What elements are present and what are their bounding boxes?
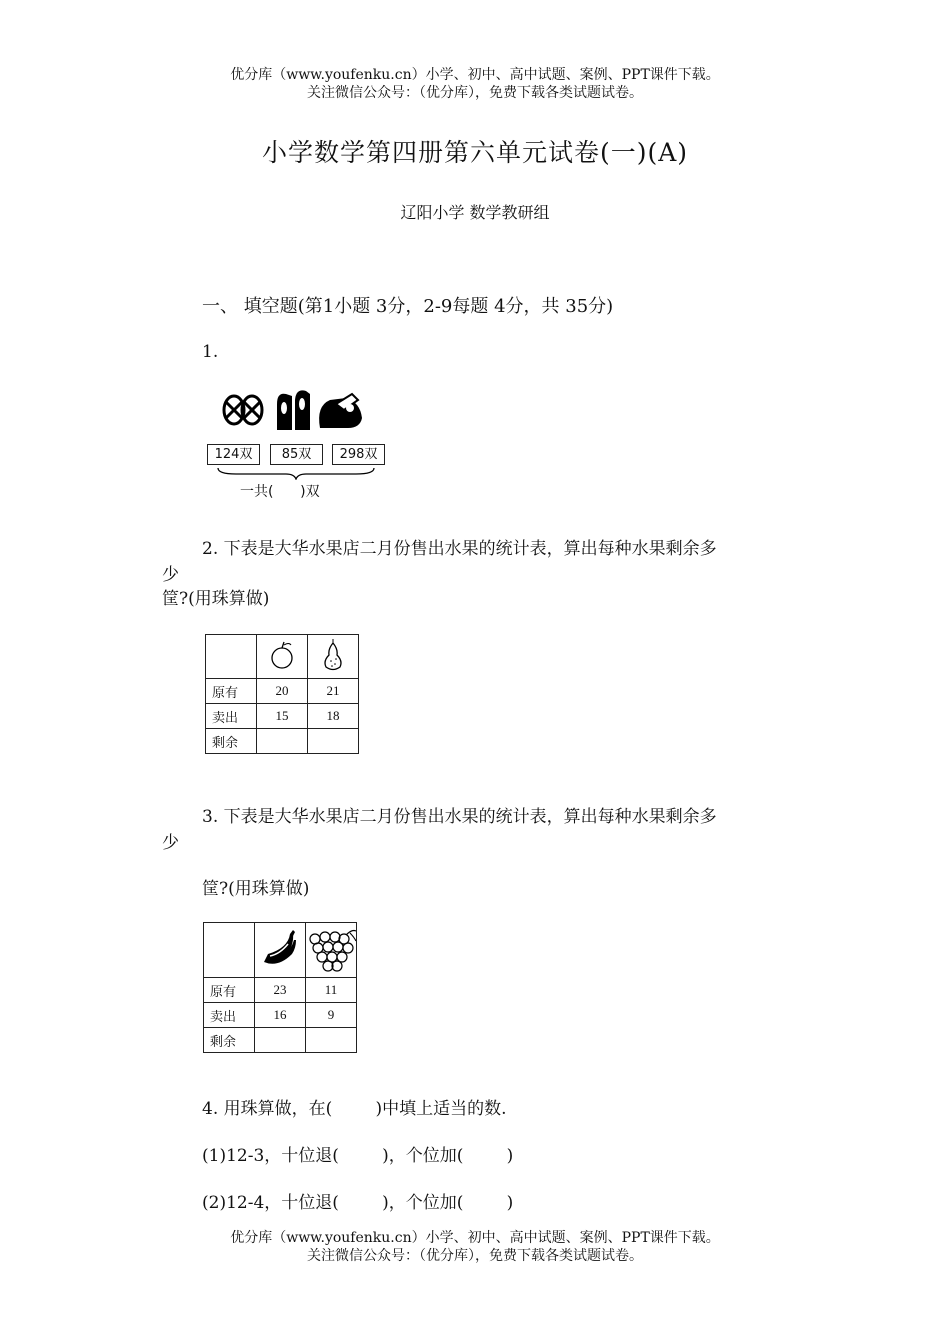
q3-line-1: 3. 下表是大华水果店二月份售出水果的统计表，算出每种水果剩余多 <box>202 807 717 827</box>
table-cell <box>255 1028 306 1053</box>
q1-box-2: 85双 <box>270 444 323 465</box>
q1-box-1: 124双 <box>207 444 260 465</box>
apple-icon <box>257 635 308 679</box>
table-cell <box>308 729 359 754</box>
row-label: 卖出 <box>206 704 257 729</box>
table-header-row <box>204 923 357 978</box>
row-label: 卖出 <box>204 1003 255 1028</box>
table-cell <box>306 1028 357 1053</box>
table-cell <box>257 729 308 754</box>
header-line-2: 关注微信公众号：（优分库），免费下载各类试题试卷。 <box>307 85 643 101</box>
table-header-row <box>206 635 359 679</box>
q1-number: 1. <box>202 342 219 362</box>
table-row <box>204 1028 357 1053</box>
q3-fruit-table <box>203 922 357 1053</box>
table-cell: 16 <box>255 1003 306 1028</box>
table-cell: 15 <box>257 704 308 729</box>
sandals-icon <box>224 396 262 424</box>
page-title: 小学数学第四册第六单元试卷(一)(A) <box>261 138 689 167</box>
table-cell: 21 <box>308 679 359 704</box>
table-cell: 11 <box>306 978 357 1003</box>
row-label: 原有 <box>206 679 257 704</box>
footer-line-2: 关注微信公众号：（优分库），免费下载各类试题试卷。 <box>307 1248 643 1264</box>
q2-line-3: 筐?(用珠算做) <box>162 589 270 609</box>
table-cell: 18 <box>308 704 359 729</box>
q3-line-2: 少 <box>162 833 179 853</box>
section-heading: 一、 填空题(第1小题 3分，2-9每题 4分，共 35分) <box>202 296 614 317</box>
row-label: 剩余 <box>204 1028 255 1053</box>
q4-sub-1: (1)12-3，十位退( )，个位加( ) <box>202 1146 514 1166</box>
boots-icon <box>277 390 310 430</box>
page-subtitle: 辽阳小学 数学教研组 <box>400 203 550 222</box>
table-row <box>204 1003 357 1028</box>
table-row <box>206 729 359 754</box>
q4-line-1: 4. 用珠算做，在( )中填上适当的数. <box>202 1099 507 1119</box>
q2-fruit-table <box>205 634 359 754</box>
header-line-1: 优分库（www.youfenku.cn）小学、初中、高中试题、案例、PPT课件下载。 <box>230 67 720 83</box>
table-cell: 20 <box>257 679 308 704</box>
footer-line-1: 优分库（www.youfenku.cn）小学、初中、高中试题、案例、PPT课件下载。 <box>230 1230 720 1246</box>
q2-line-2: 少 <box>162 565 179 585</box>
row-label: 原有 <box>204 978 255 1003</box>
row-label: 剩余 <box>206 729 257 754</box>
banana-icon <box>255 923 306 978</box>
q4-sub-2: (2)12-4，十位退( )，个位加( ) <box>202 1193 514 1213</box>
table-cell: 23 <box>255 978 306 1003</box>
q1-brace <box>216 466 376 480</box>
table-row <box>206 704 359 729</box>
q1-box-3: 298双 <box>332 444 385 465</box>
table-row <box>204 978 357 1003</box>
q1-total: 一共( )双 <box>240 484 320 500</box>
shoes-picture <box>220 386 370 434</box>
q3-line-3: 筐?(用珠算做) <box>202 879 310 899</box>
sneakers-icon <box>319 394 362 428</box>
table-cell: 9 <box>306 1003 357 1028</box>
q2-line-1: 2. 下表是大华水果店二月份售出水果的统计表，算出每种水果剩余多 <box>202 539 717 559</box>
table-row <box>206 679 359 704</box>
grapes-icon <box>306 923 357 978</box>
pear-icon <box>308 635 359 679</box>
